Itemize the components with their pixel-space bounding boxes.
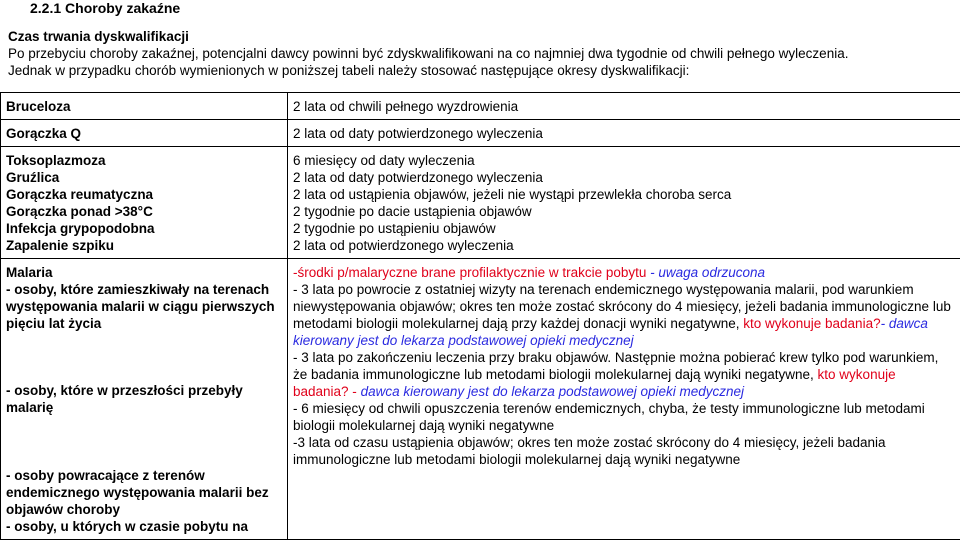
malaria-period-5: -3 lata od czasu ustąpienia objawów; okres ten może zostać skrócony do 4 miesięcy, jeżeli badania immunologiczne lub metodami biologii molekularnej dają wyniki negatywne bbox=[293, 434, 954, 468]
intro-subheading: Czas trwania dyskwalifikacji bbox=[8, 28, 958, 45]
comment-text: - uwaga odrzucona bbox=[646, 265, 765, 280]
red-text: kto wykonuje badania? bbox=[739, 316, 880, 331]
spacer bbox=[6, 332, 281, 382]
red-text: -środki p/malaryczne brane profilaktycznie w trakcie pobytu bbox=[293, 265, 646, 280]
disease-item: Gruźlica bbox=[6, 169, 281, 186]
malaria-group-2: - osoby, które w przeszłości przebyły malarię bbox=[6, 382, 281, 416]
period-cell: 2 lata od daty potwierdzonego wyleczenia bbox=[288, 120, 960, 147]
period-item: 2 lata od daty potwierdzonego wyleczenia bbox=[293, 169, 954, 186]
disease-cell-group bbox=[1, 147, 288, 259]
period-cell: 2 lata od chwili pełnego wyzdrowienia bbox=[288, 93, 960, 120]
period-text: - 3 lata po powrocie z ostatniej wizyty na terenach endemicznego występowania malarii, pod warunkiem niewystępowania objawów; okres ten może zostać skrócony do 4 miesięcy, jeżeli badania immunologiczne lub metodami biologii molekularnej dają przy każdej donacji wyniki negatywne, bbox=[293, 282, 951, 331]
intro-line-2: Jednak w przypadku chorób wymienionych w poniższej tabeli należy stosować następujące okresy dyskwalifikacji: bbox=[8, 62, 958, 79]
table-row-malaria bbox=[1, 259, 960, 540]
intro-block bbox=[8, 28, 958, 79]
comment-text: - dawca kierowany jest do lekarza podstawowej opieki medycznej bbox=[293, 316, 928, 348]
malaria-periods-cell bbox=[288, 259, 960, 540]
period-text: - 3 lata po zakończeniu leczenia przy braku objawów. Następnie można pobierać krew tylko pod warunkiem, że badania immunologiczne lub metodami biologii molekularnej dają wyniki negatywne, bbox=[293, 350, 938, 382]
table-row bbox=[1, 147, 960, 259]
malaria-group-4: - osoby, u których w czasie pobytu na bbox=[6, 518, 281, 535]
disease-cell: Gorączka Q bbox=[1, 120, 288, 147]
red-text: kto wykonuje badania? - bbox=[293, 367, 896, 399]
malaria-cell bbox=[1, 259, 288, 540]
period-item: 2 tygodnie po ustąpieniu objawów bbox=[293, 220, 954, 237]
malaria-period-3 bbox=[293, 349, 954, 400]
period-item: 2 lata od potwierdzonego wyleczenia bbox=[293, 237, 954, 254]
period-item: 2 tygodnie po dacie ustąpienia objawów bbox=[293, 203, 954, 220]
table-row bbox=[1, 93, 960, 120]
malaria-period-1 bbox=[293, 264, 954, 281]
period-item: 2 lata od ustąpienia objawów, jeżeli nie wystąpi przewlekła choroba serca bbox=[293, 186, 954, 203]
intro-line-1: Po przebyciu choroby zakaźnej, potencjalni dawcy powinni być zdyskwalifikowani na co najmniej dwa tygodnie od chwili pełnego wyleczenia. bbox=[8, 45, 958, 62]
disease-item: Gorączka reumatyczna bbox=[6, 186, 281, 203]
table-row bbox=[1, 120, 960, 147]
malaria-group-3: - osoby powracające z terenów endemicznego występowania malarii bez objawów choroby bbox=[6, 467, 281, 518]
malaria-group-1: - osoby, które zamieszkiwały na terenach występowania malarii w ciągu pierwszych pięciu lat życia bbox=[6, 281, 281, 332]
disease-item: Zapalenie szpiku bbox=[6, 237, 281, 254]
malaria-period-2 bbox=[293, 281, 954, 349]
disease-item: Infekcja grypopodobna bbox=[6, 220, 281, 237]
malaria-period-4: - 6 miesięcy od chwili opuszczenia terenów endemicznych, chyba, że testy immunologiczne lub metodami biologii molekularnej dają wyniki negatywne bbox=[293, 400, 954, 434]
section-heading: 2.2.1 Choroby zakaźne bbox=[30, 0, 180, 17]
spacer bbox=[6, 416, 281, 467]
malaria-title: Malaria bbox=[6, 264, 281, 281]
disease-item: Gorączka ponad >38°C bbox=[6, 203, 281, 220]
disease-item: Toksoplazmoza bbox=[6, 152, 281, 169]
disease-cell: Bruceloza bbox=[1, 93, 288, 120]
period-cell-group bbox=[288, 147, 960, 259]
disqualification-table bbox=[0, 92, 960, 540]
comment-text: dawca kierowany jest do lekarza podstawowej opieki medycznej bbox=[357, 384, 744, 399]
period-item: 6 miesięcy od daty wyleczenia bbox=[293, 152, 954, 169]
